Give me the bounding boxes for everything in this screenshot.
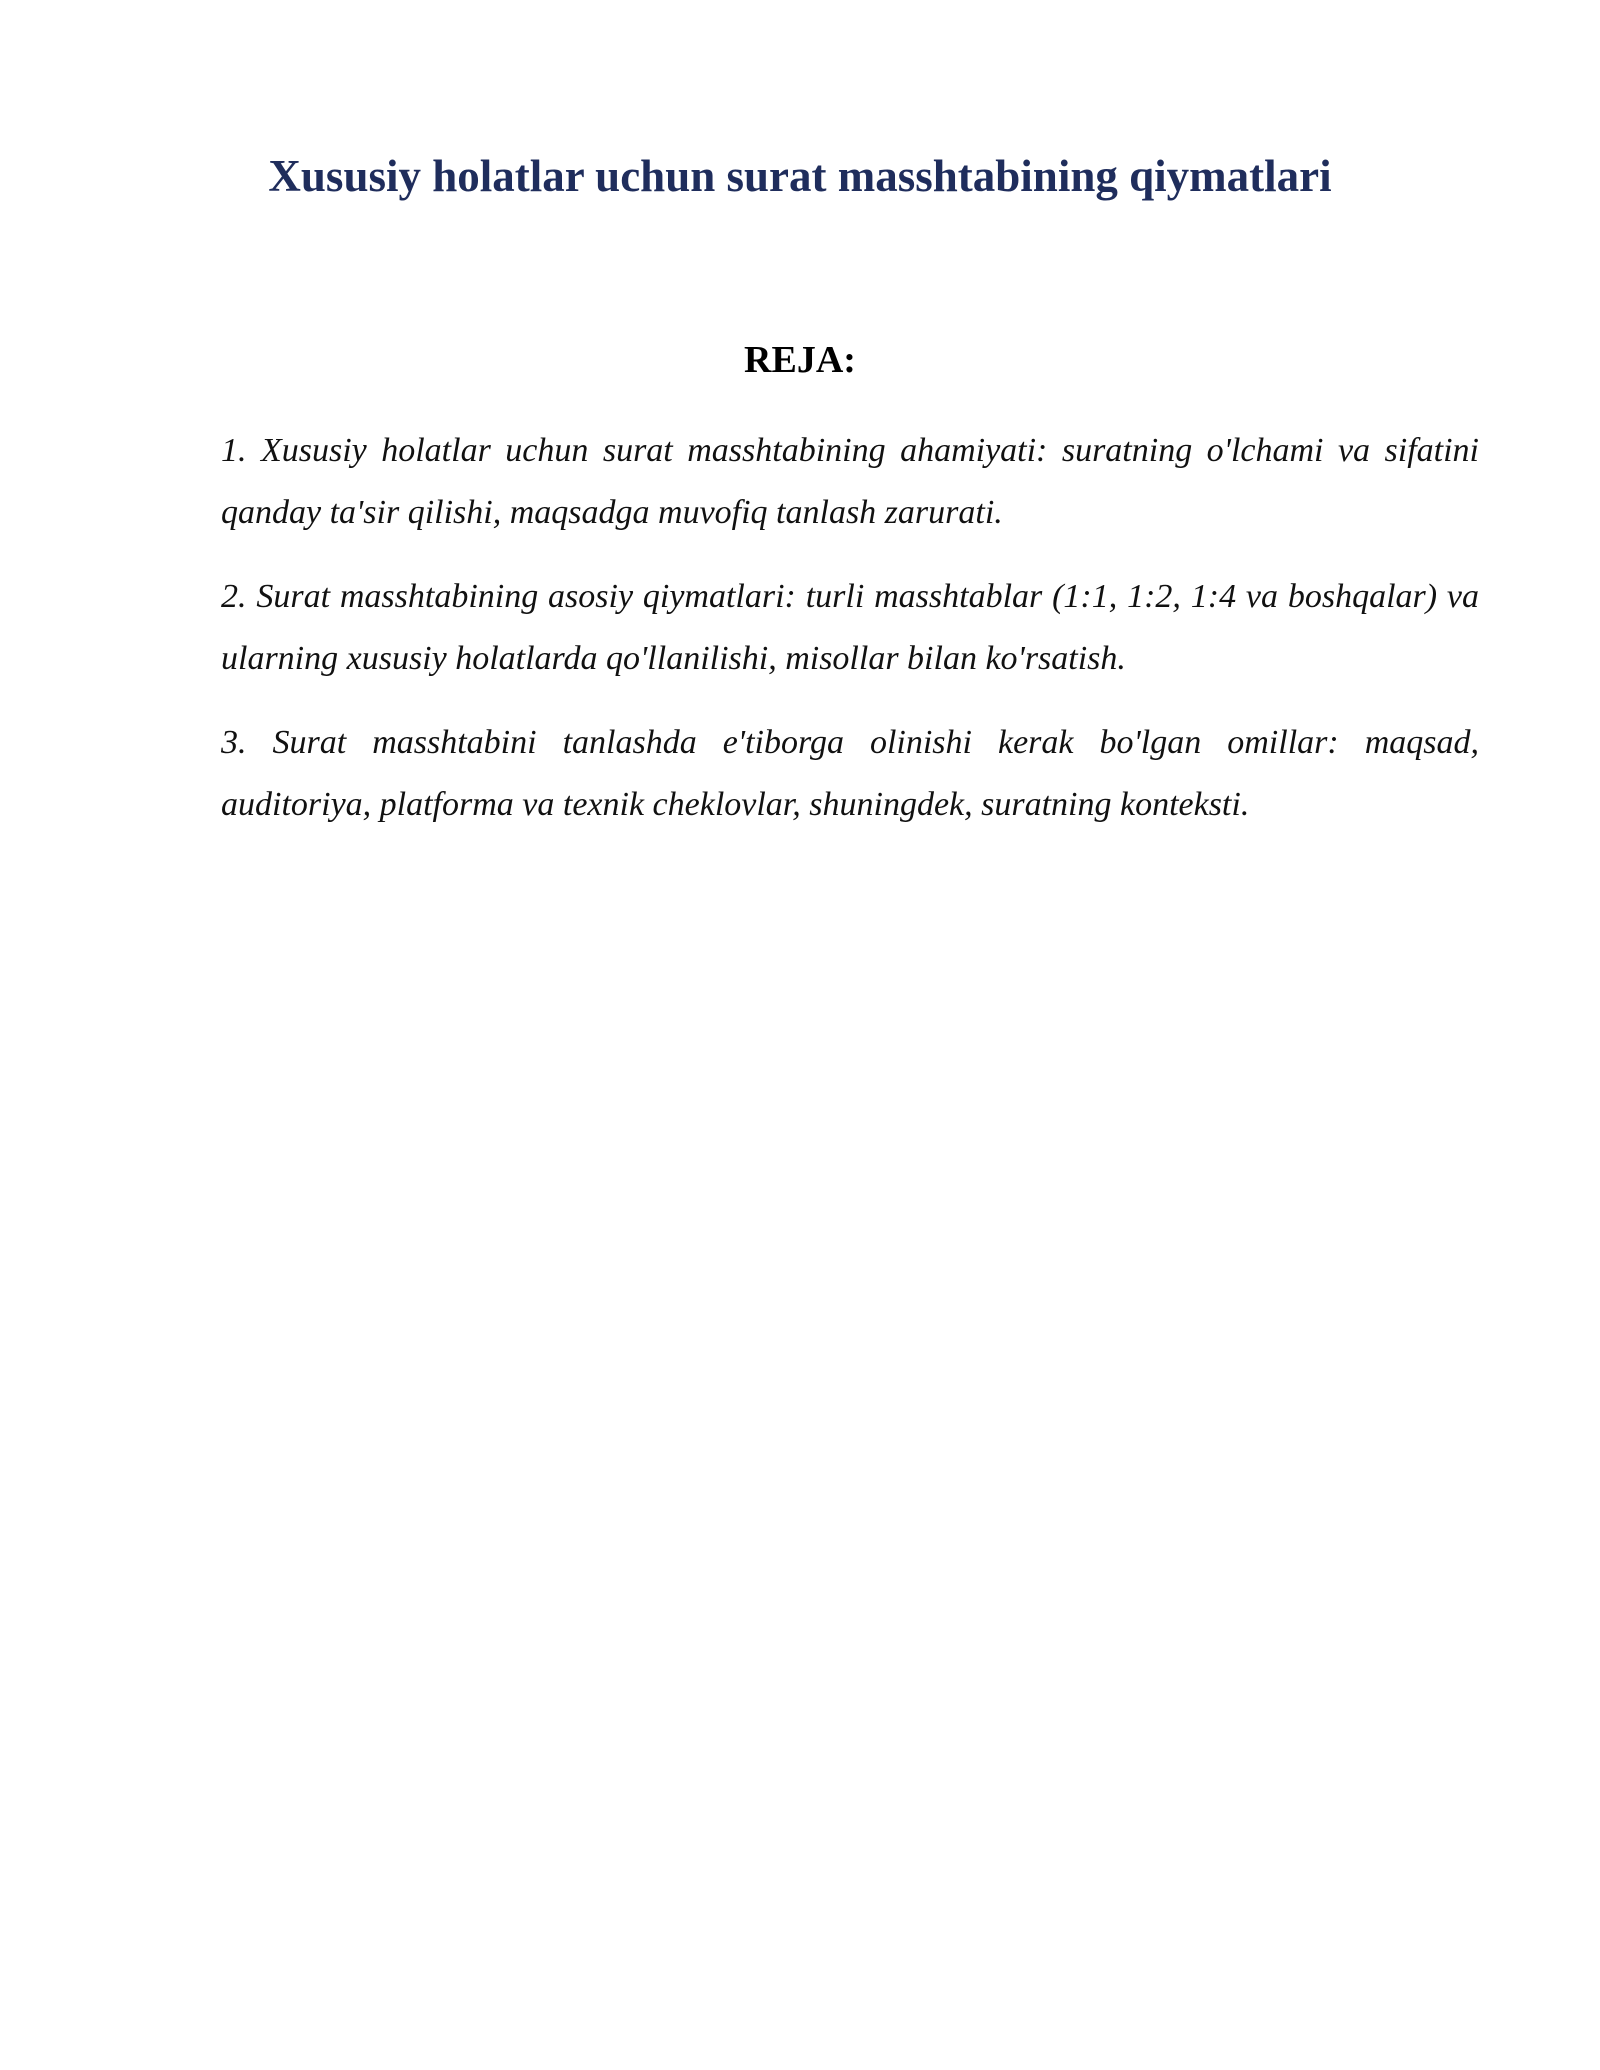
plan-heading: REJA: [744, 339, 856, 381]
plan-item-1: 1. Xususiy holatlar uchun surat masshtabining ahamiyati: suratning o'lchami va sifatini qanday ta'sir qilishi, maqsadga muvofiq tanlash zarurati. [221, 432, 1479, 531]
plan-item-3: 3. Surat masshtabini tanlashda e'tiborga olinishi kerak bo'lgan omillar: maqsad, auditoriya, platforma va texnik cheklovlar, shuningdek, suratning konteksti. [221, 724, 1479, 823]
plan-list [221, 420, 1479, 858]
document-title: Xususiy holatlar uchun surat masshtabining qiymatlari [268, 151, 1332, 201]
plan-item-2: 2. Surat masshtabining asosiy qiymatlari: turli masshtablar (1:1, 1:2, 1:4 va boshqalar) va ularning xususiy holatlarda qo'llanilishi, misollar bilan ko'rsatish. [221, 578, 1479, 677]
